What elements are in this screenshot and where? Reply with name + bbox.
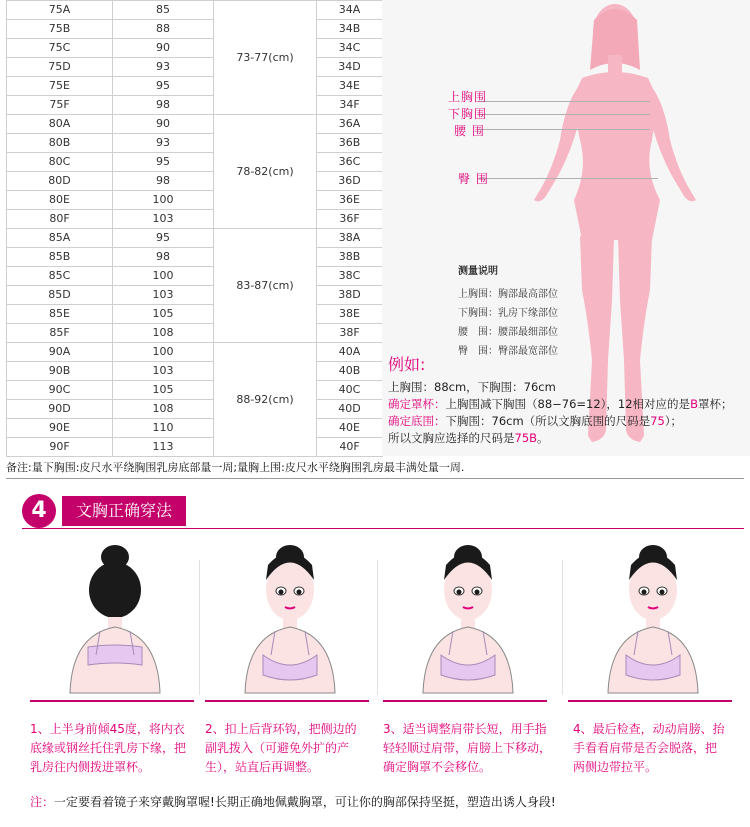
- example-line-4: 所以文胸应选择的尺码是75B。: [388, 431, 549, 445]
- intl-size-cell: 34F: [317, 96, 383, 115]
- table-row: [7, 419, 383, 438]
- legend-title: 测量说明: [458, 266, 498, 277]
- legend-item: 上胸围：胸部最高部位: [458, 289, 558, 300]
- table-row: [7, 210, 383, 229]
- step-3-illustration: [393, 535, 543, 695]
- example-line-2: 确定罩杯：上胸围减下胸围（88−76=12），12相对应的是B罩杯；: [388, 397, 733, 411]
- legend-item: 腰 围：腰部最细部位: [458, 327, 558, 338]
- size-cell: 90D: [7, 400, 113, 419]
- table-row: [7, 362, 383, 381]
- upper-bust-cell: 105: [113, 381, 214, 400]
- size-cell: 80C: [7, 153, 113, 172]
- upper-bust-cell: 100: [113, 343, 214, 362]
- size-cell: 80B: [7, 134, 113, 153]
- section-number: 4: [22, 494, 56, 528]
- table-row: [7, 400, 383, 419]
- final-note: 注：一定要看着镜子来穿戴胸罩喔!长期正确地佩戴胸罩，可让你的胸部保持坚挺，塑造出诱人身段!: [30, 795, 556, 809]
- waist-line: [478, 129, 650, 130]
- step-separator: [199, 560, 200, 695]
- size-cell: 75E: [7, 77, 113, 96]
- intl-size-cell: 36E: [317, 191, 383, 210]
- legend-item: 下胸围：乳房下缘部位: [458, 308, 558, 319]
- label-under-bust: 下胸围: [448, 107, 488, 121]
- intl-size-cell: 40D: [317, 400, 383, 419]
- table-row: [7, 96, 383, 115]
- upper-bust-cell: 100: [113, 267, 214, 286]
- table-row: [7, 267, 383, 286]
- section-divider: [22, 528, 744, 529]
- under-bust-range-cell: 73-77(cm): [214, 1, 317, 115]
- table-row: [7, 191, 383, 210]
- size-cell: 85C: [7, 267, 113, 286]
- size-cell: 80D: [7, 172, 113, 191]
- label-waist: 腰 围: [454, 124, 485, 138]
- section-title: 文胸正确穿法: [62, 496, 186, 526]
- under-bust-range-cell: 88-92(cm): [214, 343, 317, 457]
- upper-bust-cell: 85: [113, 1, 214, 20]
- table-row: [7, 1, 383, 20]
- table-row: [7, 153, 383, 172]
- size-table-body: [7, 1, 383, 457]
- label-upper-bust: 上胸围: [448, 90, 488, 104]
- table-row: [7, 115, 383, 134]
- upper-bust-cell: 93: [113, 58, 214, 77]
- intl-size-cell: 40B: [317, 362, 383, 381]
- intl-size-cell: 40F: [317, 438, 383, 457]
- upper-bust-cell: 93: [113, 134, 214, 153]
- step-1-illustration: [40, 535, 190, 695]
- hip-line: [478, 178, 658, 179]
- upper-bust-cell: 98: [113, 96, 214, 115]
- upper-bust-cell: 90: [113, 115, 214, 134]
- intl-size-cell: 34A: [317, 1, 383, 20]
- table-row: [7, 286, 383, 305]
- example-line-1: 上胸围：88cm，下胸围：76cm: [388, 380, 556, 394]
- upper-bust-cell: 113: [113, 438, 214, 457]
- step-separator: [562, 560, 563, 695]
- size-cell: 90A: [7, 343, 113, 362]
- upper-bust-cell: 95: [113, 153, 214, 172]
- table-row: [7, 229, 383, 248]
- woman-illustration-icon: [40, 535, 190, 695]
- intl-size-cell: 38A: [317, 229, 383, 248]
- step-separator: [377, 560, 378, 695]
- intl-size-cell: 34C: [317, 39, 383, 58]
- intl-size-cell: 38B: [317, 248, 383, 267]
- step-2-illustration: [215, 535, 365, 695]
- table-row: [7, 381, 383, 400]
- size-cell: 90E: [7, 419, 113, 438]
- intl-size-cell: 40A: [317, 343, 383, 362]
- upper-bust-cell: 108: [113, 400, 214, 419]
- intl-size-cell: 38D: [317, 286, 383, 305]
- example-title: 例如:: [388, 355, 426, 374]
- under-bust-line: [478, 114, 650, 115]
- step-3-text: 3、适当调整肩带长短，用手指轻轻顺过肩带，肩膀上下移动，确定胸罩不会移位。: [383, 722, 552, 774]
- upper-bust-cell: 98: [113, 172, 214, 191]
- step-4-illustration: [578, 535, 728, 695]
- size-cell: 80E: [7, 191, 113, 210]
- intl-size-cell: 34D: [317, 58, 383, 77]
- intl-size-cell: 36C: [317, 153, 383, 172]
- intl-size-cell: 36B: [317, 134, 383, 153]
- upper-bust-cell: 105: [113, 305, 214, 324]
- table-row: [7, 39, 383, 58]
- size-cell: 75D: [7, 58, 113, 77]
- size-cell: 80F: [7, 210, 113, 229]
- intl-size-cell: 40E: [317, 419, 383, 438]
- step-4-underline: [568, 700, 732, 702]
- upper-bust-cell: 103: [113, 210, 214, 229]
- upper-bust-cell: 90: [113, 39, 214, 58]
- table-row: [7, 438, 383, 457]
- under-bust-range-cell: 83-87(cm): [214, 229, 317, 343]
- step-1-underline: [30, 700, 194, 702]
- size-table: [6, 0, 383, 457]
- upper-bust-cell: 110: [113, 419, 214, 438]
- size-cell: 75C: [7, 39, 113, 58]
- step-1-text: 1、上半身前倾45度，将内衣底缘或钢丝托住乳房下缘，把乳房往内侧拨进罩杯。: [30, 722, 187, 774]
- upper-bust-cell: 100: [113, 191, 214, 210]
- legend-item: 臀 围：臀部最宽部位: [458, 346, 558, 357]
- table-row: [7, 77, 383, 96]
- example-block: [388, 355, 732, 447]
- under-bust-range-cell: 78-82(cm): [214, 115, 317, 229]
- table-row: [7, 324, 383, 343]
- size-cell: 85F: [7, 324, 113, 343]
- woman-illustration-icon: [578, 535, 728, 695]
- upper-bust-cell: 88: [113, 20, 214, 39]
- table-row: [7, 58, 383, 77]
- upper-bust-cell: 103: [113, 362, 214, 381]
- intl-size-cell: 38E: [317, 305, 383, 324]
- step-2-underline: [205, 700, 369, 702]
- size-cell: 75B: [7, 20, 113, 39]
- table-row: [7, 134, 383, 153]
- intl-size-cell: 34E: [317, 77, 383, 96]
- table-row: [7, 343, 383, 362]
- step-2-text: 2、扣上后背环钩，把侧边的副乳拨入（可避免外扩的产生），站直后再调整。: [205, 722, 357, 774]
- intl-size-cell: 36F: [317, 210, 383, 229]
- size-cell: 80A: [7, 115, 113, 134]
- upper-bust-cell: 95: [113, 77, 214, 96]
- size-cell: 90F: [7, 438, 113, 457]
- upper-bust-cell: 98: [113, 248, 214, 267]
- measurement-legend: [458, 262, 558, 361]
- measurement-note: 备注:量下胸围:皮尺水平绕胸围乳房底部量一周;量胸上围:皮尺水平绕胸围乳房最丰满处量一周.: [6, 458, 744, 479]
- upper-bust-cell: 103: [113, 286, 214, 305]
- upper-bust-cell: 108: [113, 324, 214, 343]
- intl-size-cell: 40C: [317, 381, 383, 400]
- size-cell: 90C: [7, 381, 113, 400]
- upper-bust-line: [478, 101, 650, 102]
- step-4-text: 4、最后检查，动动肩膀、抬手看看肩带是否会脱落，把两侧边带拉平。: [573, 722, 725, 774]
- woman-illustration-icon: [393, 535, 543, 695]
- intl-size-cell: 38C: [317, 267, 383, 286]
- example-line-3: 确定底围：下胸围：76cm（所以文胸底围的尺码是75）；: [388, 414, 683, 428]
- intl-size-cell: 36D: [317, 172, 383, 191]
- intl-size-cell: 34B: [317, 20, 383, 39]
- table-row: [7, 172, 383, 191]
- size-cell: 75F: [7, 96, 113, 115]
- size-cell: 75A: [7, 1, 113, 20]
- size-cell: 85E: [7, 305, 113, 324]
- size-cell: 90B: [7, 362, 113, 381]
- table-row: [7, 305, 383, 324]
- size-cell: 85B: [7, 248, 113, 267]
- label-hip: 臀 围: [458, 172, 489, 186]
- step-3-underline: [383, 700, 547, 702]
- size-cell: 85A: [7, 229, 113, 248]
- table-row: [7, 248, 383, 267]
- table-row: [7, 20, 383, 39]
- intl-size-cell: 38F: [317, 324, 383, 343]
- woman-illustration-icon: [215, 535, 365, 695]
- size-cell: 85D: [7, 286, 113, 305]
- intl-size-cell: 36A: [317, 115, 383, 134]
- upper-bust-cell: 95: [113, 229, 214, 248]
